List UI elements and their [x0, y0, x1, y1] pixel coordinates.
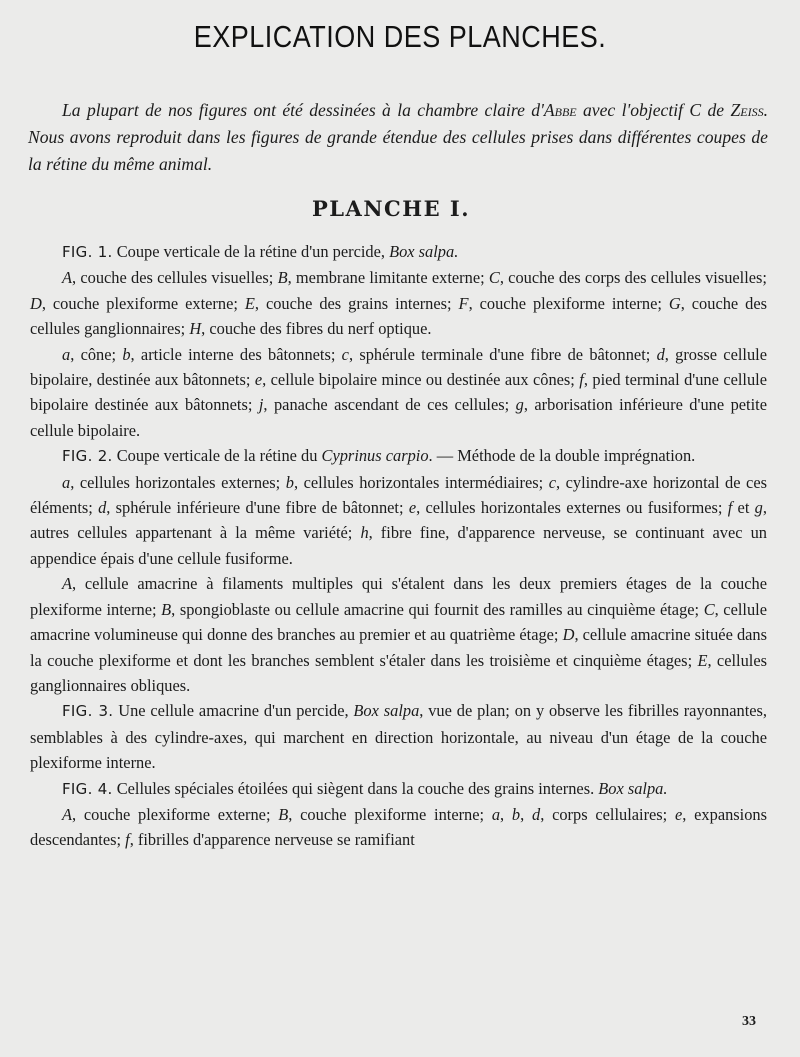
legend-letter: f	[125, 830, 130, 850]
legend-text: , cellules horizontales externes;	[70, 472, 286, 492]
fig-2-legend-horizontal	[30, 470, 767, 572]
legend-letter: a	[62, 472, 71, 492]
intro-text: La plupart de nos figures ont été dessinées à la chambre claire d'	[62, 100, 544, 120]
species-name: Box salpa.	[598, 778, 668, 798]
legend-text: , couche plexiforme externe;	[41, 293, 245, 313]
legend-letter: e	[254, 370, 263, 390]
intro-text: . Nous avons reproduit dans les figures de grande étendue des cellules prises dans différentes coupes de la rétine du même animal.	[28, 100, 768, 174]
legend-text: , cellule amacrine située dans la couche plexiforme et dont les branches semblent s'étaler dans les troisième et cinquième étages;	[30, 625, 767, 670]
legend-letter: c	[548, 472, 556, 492]
legend-letter: g	[754, 498, 763, 518]
legend-text: , couche des corps des cellules visuelles;	[499, 268, 767, 288]
legend-letter: B	[278, 804, 289, 824]
legend-letter: d	[98, 498, 107, 518]
paragraph-text: Cellules spéciales étoilées qui siègent dans la couche des grains internes.	[112, 778, 599, 798]
paragraph-text: Coupe verticale de la rétine du	[112, 446, 322, 466]
legend-letter: b	[285, 472, 294, 492]
intro-text: avec l'objectif C de	[576, 100, 731, 120]
legend-text: , membrane limitante externe;	[287, 268, 489, 288]
legend-text: , couche plexiforme interne;	[288, 804, 492, 824]
fig-4-legend	[30, 802, 767, 853]
legend-letter: A	[62, 268, 73, 288]
legend-letter: d	[532, 804, 541, 824]
legend-letter: B	[277, 268, 288, 288]
legend-text: , panache ascendant de ces cellules;	[263, 395, 516, 415]
page-title: EXPLICATION DES PLANCHES.	[193, 20, 607, 54]
legend-text: , couche des cellules visuelles;	[72, 268, 278, 288]
paragraph-text: Une cellule amacrine d'un percide,	[113, 701, 354, 721]
legend-letter: A	[62, 804, 73, 824]
legend-letter: D	[30, 293, 42, 313]
legend-text: , spongioblaste ou cellule amacrine qui fournit des ramilles au cinquième étage;	[171, 599, 704, 619]
legend-letter: F	[458, 293, 469, 313]
legend-letter: h	[360, 523, 369, 543]
legend-letter: g	[515, 395, 524, 415]
figure-label: FIG. 4.	[62, 779, 113, 798]
paragraph-text: . — Méthode de la double imprégnation.	[428, 446, 696, 466]
legend-text: , cylindre-axe horizontal de ces éléments;	[30, 472, 767, 518]
legend-text: , cellules horizontales externes ou fusiformes;	[416, 498, 728, 518]
legend-text: , corps cellulaires;	[540, 804, 676, 824]
legend-text: , cellule amacrine à filaments multiples qui s'étalent dans les deux premiers étages de la couche plexiforme interne;	[30, 574, 767, 619]
legend-letter: A	[62, 574, 73, 594]
legend-letter: e	[675, 804, 683, 824]
author-name-zeiss: Zeiss	[730, 100, 764, 120]
legend-letter: G	[668, 293, 681, 313]
legend-text: , couche des grains internes;	[254, 293, 459, 313]
legend-text: , article interne des bâtonnets;	[130, 344, 342, 364]
fig-1-legend-layers	[30, 265, 767, 341]
legend-text: , sphérule inférieure d'une fibre de bâtonnet;	[106, 498, 409, 518]
author-name-abbe: Abbe	[543, 100, 577, 120]
legend-text: , fibre fine, d'apparence nerveuse, se continuant avec un appendice épais d'une cellule fusiforme.	[30, 523, 767, 568]
figure-label: FIG. 1.	[62, 243, 113, 261]
legend-text: , fibrilles d'apparence nerveuse se ramifiant	[129, 830, 415, 850]
legend-letter: b	[122, 344, 131, 364]
fig-1-paragraph	[30, 239, 767, 265]
legend-text: , cellules horizontales intermédiaires;	[293, 472, 549, 492]
legend-text: , couche plexiforme externe;	[72, 804, 279, 824]
legend-text: ,	[500, 804, 512, 824]
legend-text: , couche des cellules ganglionnaires;	[30, 293, 767, 339]
figure-explanations	[30, 239, 767, 853]
legend-letter: E	[697, 650, 708, 670]
fig-4-paragraph	[30, 776, 767, 802]
legend-text: , autres cellules appartenant à la même variété;	[30, 498, 767, 543]
legend-text: , sphérule terminale d'une fibre de bâtonnet;	[348, 344, 657, 364]
species-name: Cyprinus carpio	[321, 446, 429, 466]
paragraph-text: Coupe verticale de la rétine d'un percide,	[112, 242, 390, 261]
fig-1-legend-cells	[30, 342, 767, 444]
legend-text: , couche plexiforme interne;	[468, 293, 669, 313]
legend-letter: d	[656, 344, 665, 364]
legend-letter: b	[511, 804, 521, 824]
fig-3-paragraph	[30, 698, 767, 775]
legend-text: et	[732, 498, 755, 518]
intro-paragraph	[28, 97, 768, 178]
legend-letter: B	[161, 599, 172, 619]
legend-text: , couche des fibres du nerf optique.	[201, 319, 432, 339]
figure-label: FIG. 3.	[62, 702, 114, 721]
page-number: 33	[742, 1014, 756, 1029]
legend-letter: f	[579, 370, 584, 390]
species-name: Box salpa.	[389, 242, 459, 261]
legend-text: , grosse cellule bipolaire, destinée aux bâtonnets;	[30, 344, 767, 390]
paragraph-text: , vue de plan; on y observe les fibrilles rayonnantes, semblables à des cylindre-axes, qui marchent en direction horizontale, au niveau d'un étage de la couche plexiforme interne.	[30, 701, 767, 773]
legend-letter: H	[189, 319, 202, 339]
fig-2-paragraph	[30, 443, 767, 469]
plate-heading: PLANCHE I.	[311, 196, 471, 221]
legend-letter: c	[341, 344, 349, 364]
legend-text: , cellules ganglionnaires obliques.	[30, 650, 767, 695]
legend-text: , cellule amacrine volumineuse qui donne des branches au premier et au quatrième étage;	[30, 599, 767, 645]
figure-label: FIG. 2.	[62, 447, 113, 466]
species-name: Box salpa	[353, 701, 420, 721]
legend-letter: C	[703, 599, 715, 619]
legend-text: , cellule bipolaire mince ou destinée aux cônes;	[262, 370, 580, 390]
legend-letter: E	[244, 293, 255, 313]
legend-letter: e	[408, 498, 417, 518]
legend-text: , pied terminal d'une cellule bipolaire destinée aux bâtonnets;	[30, 370, 767, 415]
legend-text: , cône;	[70, 344, 123, 364]
legend-letter: a	[62, 344, 71, 364]
legend-letter: a	[491, 804, 501, 824]
legend-letter: D	[562, 625, 575, 645]
legend-text: ,	[520, 804, 532, 824]
fig-2-legend-amacrine	[30, 571, 767, 698]
legend-letter: j	[258, 395, 264, 415]
legend-letter: f	[727, 498, 733, 518]
legend-letter: C	[488, 268, 500, 288]
legend-text: , arborisation inférieure d'une petite cellule bipolaire.	[30, 395, 767, 440]
legend-text: , expansions descendantes;	[30, 804, 767, 850]
